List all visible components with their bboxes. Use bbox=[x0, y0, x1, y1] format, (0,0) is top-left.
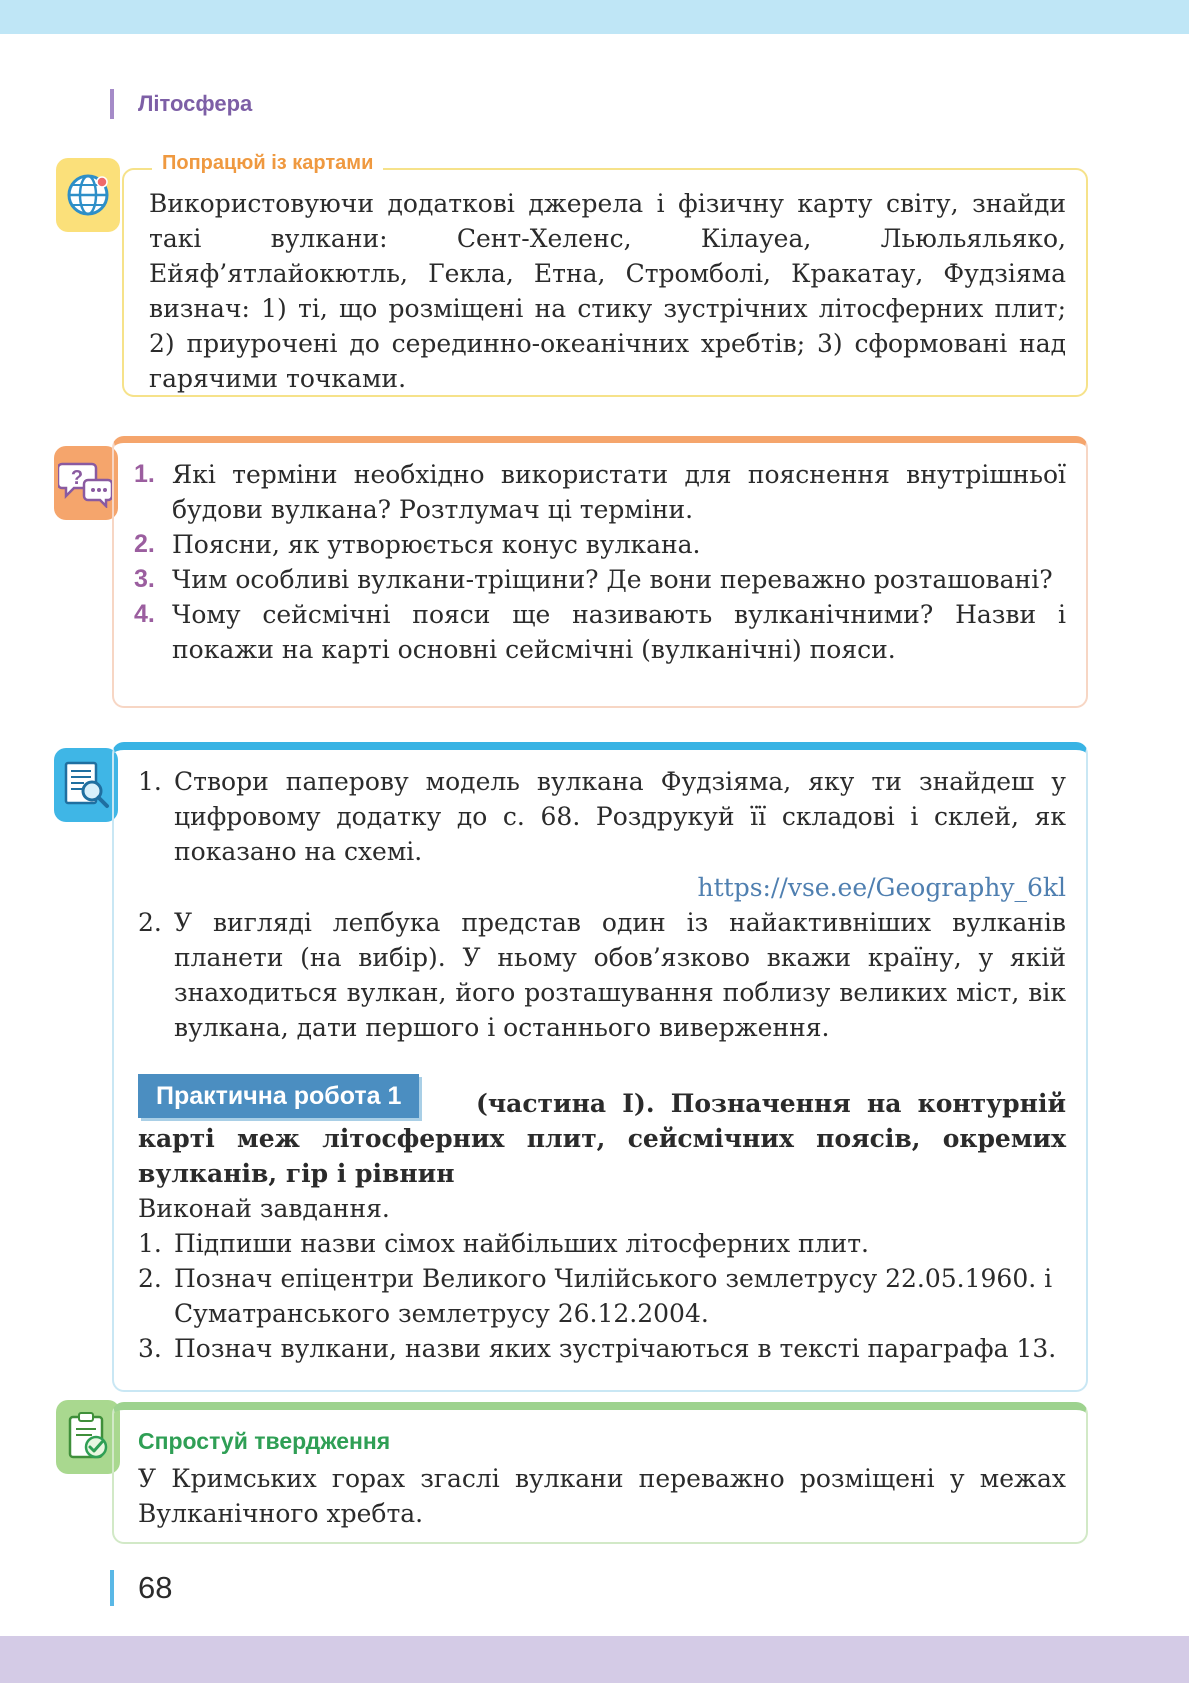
refute-icon-tile bbox=[56, 1400, 120, 1474]
refute-statement: У Кримських горах згаслі вулкани переважно розміщені у межах Вулканічного хребта. bbox=[138, 1464, 1066, 1528]
question-number: 3. bbox=[134, 565, 155, 593]
list-item bbox=[134, 597, 1066, 667]
practical-work-steps bbox=[138, 1226, 1066, 1366]
list-item bbox=[134, 527, 1066, 562]
practical-work-title: (частина І). Позначення на контурній карті меж літосферних плит, сейсмічних поясів, окремих вулканів, гір і рівнин bbox=[138, 1089, 1066, 1188]
magnifier-document-icon bbox=[60, 759, 112, 811]
section-title: Літосфера bbox=[138, 91, 253, 116]
tasks-icon-tile bbox=[54, 748, 118, 822]
list-item bbox=[138, 1331, 1066, 1366]
questions-list bbox=[134, 457, 1066, 667]
question-number: 4. bbox=[134, 600, 155, 628]
step-number: 2. bbox=[138, 1264, 162, 1293]
digital-supplement-link[interactable]: https://vse.ee/Geography_6kl bbox=[697, 873, 1066, 902]
questions-icon-tile bbox=[54, 446, 118, 520]
page-marker bbox=[110, 1570, 114, 1606]
task-text: Створи паперову модель вулкана Фудзіяма, яку ти знайдеш у цифровому додатку до с. 68. Роздрукуй її складові і склей, як показано на схемі. bbox=[174, 767, 1066, 866]
page-footer bbox=[110, 1568, 172, 1608]
step-text: Познач епіцентри Великого Чилійського землетрусу 22.05.1960. і Суматранського землетрусу 26.12.2004. bbox=[174, 1264, 1053, 1328]
question-number: 1. bbox=[134, 460, 155, 488]
step-text: Познач вулкани, назви яких зустрічаються в тексті параграфа 13. bbox=[174, 1334, 1057, 1363]
section-marker bbox=[110, 89, 114, 119]
maps-task-text: Використовуючи додаткові джерела і фізичну карту світу, знайди такі вулкани: Сент-Хеленс, Кілауеа, Льюльяльяко, Ейяф’ятлайокютль, Гекла, Етна, Стромболі, Кракатау, Фудзіяма визнач: 1) ті, що розміщені на стику зустрічних літосферних плит; 2) приурочені до серединно-океанічних хребтів; 3) сформовані над гарячими точками. bbox=[149, 189, 1066, 393]
list-item bbox=[138, 905, 1066, 1045]
section-header bbox=[110, 88, 252, 120]
refute-box bbox=[112, 1402, 1088, 1544]
question-text: Чим особливі вулкани-тріщини? Де вони переважно розташовані? bbox=[172, 565, 1053, 594]
question-text: Чому сейсмічні пояси ще називають вулканічними? Назви і покажи на карті основні сейсмічні (вулканічні) пояси. bbox=[172, 600, 1066, 664]
list-item bbox=[138, 1226, 1066, 1261]
refute-title: Спростуй твердження bbox=[138, 1428, 391, 1454]
question-text: Які терміни необхідно використати для пояснення внутрішньої будови вулкана? Розтлумач ці терміни. bbox=[172, 460, 1066, 524]
page-number: 68 bbox=[138, 1570, 173, 1605]
maps-icon-tile bbox=[56, 158, 120, 232]
globe-icon bbox=[64, 171, 112, 219]
practical-work-badge: Практична робота 1 bbox=[138, 1074, 419, 1118]
question-bubble-icon bbox=[58, 458, 114, 508]
step-text: Підпиши назви сімох найбільших літосферних плит. bbox=[174, 1229, 869, 1258]
checklist-icon bbox=[64, 1411, 112, 1463]
task-text: У вигляді лепбука представ один із найактивніших вулканів планети (на вибір). У ньому обов’язково вкажи країну, у якій знаходиться вулкан, його розташування поблизу великих міст, вік вулкана, дати першого і останнього виверження. bbox=[174, 908, 1066, 1042]
list-item bbox=[138, 1261, 1066, 1331]
top-color-band bbox=[0, 0, 1189, 34]
task-number: 1. bbox=[138, 767, 162, 796]
task-number: 2. bbox=[138, 908, 162, 937]
question-text: Поясни, як утворюється конус вулкана. bbox=[172, 530, 701, 559]
maps-task-box bbox=[122, 152, 1088, 397]
list-item bbox=[138, 764, 1066, 869]
practical-work-intro: Виконай завдання. bbox=[138, 1194, 390, 1223]
list-item bbox=[134, 562, 1066, 597]
svg-text:?: ? bbox=[70, 467, 84, 489]
maps-box-title: Попрацюй із картами bbox=[152, 152, 383, 175]
step-number: 3. bbox=[138, 1334, 162, 1363]
bottom-color-band bbox=[0, 1636, 1189, 1683]
tasks-box bbox=[112, 742, 1088, 1392]
question-number: 2. bbox=[134, 530, 155, 558]
step-number: 1. bbox=[138, 1229, 162, 1258]
questions-box bbox=[112, 436, 1088, 708]
list-item bbox=[134, 457, 1066, 527]
